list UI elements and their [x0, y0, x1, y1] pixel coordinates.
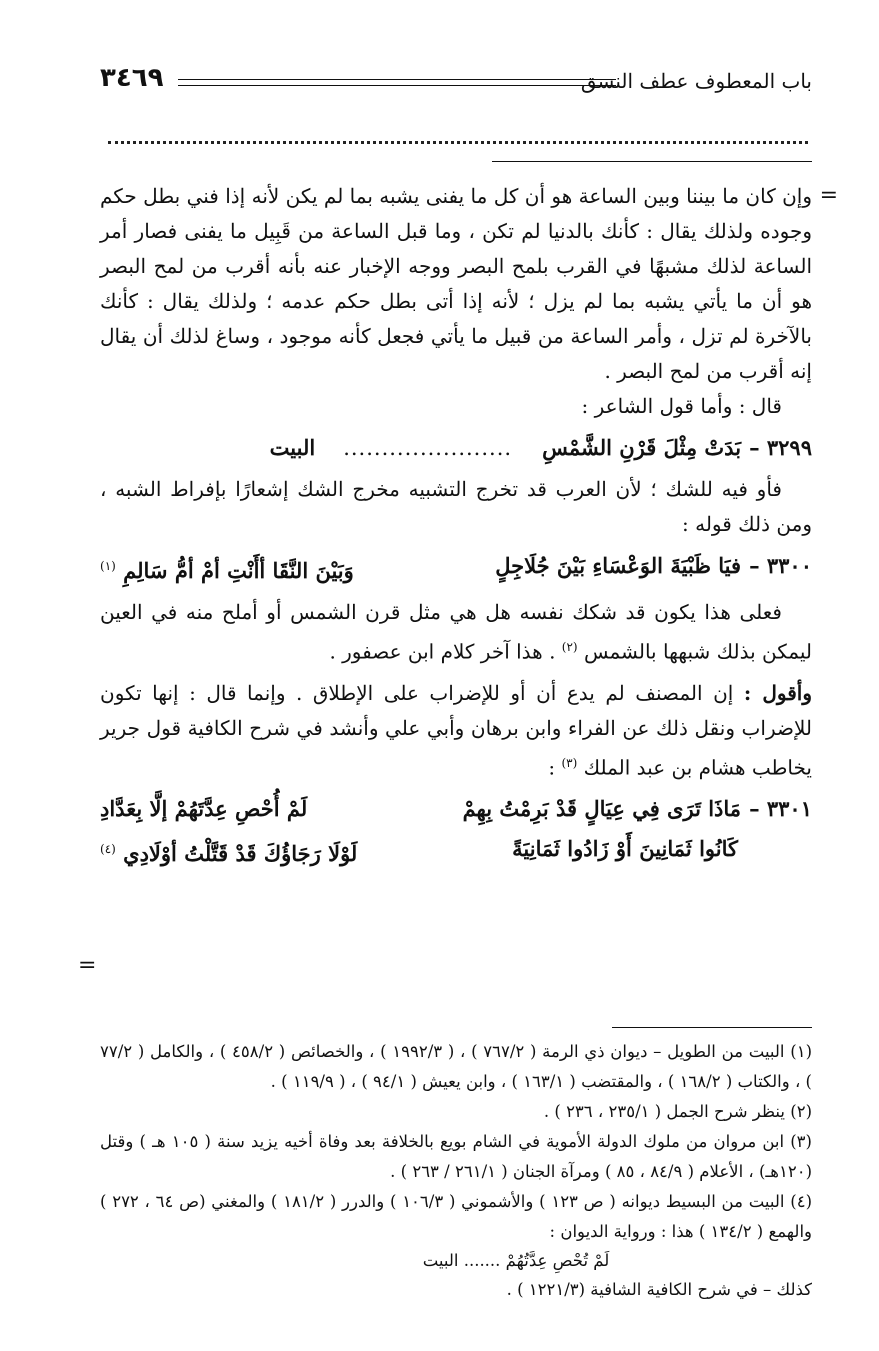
footnotes — [100, 1037, 812, 1305]
paragraph-text: فعلى هذا يكون قد شكك نفسه هل هي مثل قرن الشمس أو أملح منه في العين ليمكن بذلك شبهها بالشمس — [100, 600, 812, 664]
paragraph-text: إن المصنف لم يدع أن أو للإضراب على الإطلاق . وإنما قال : إنها تكون للإضراب ونقل ذلك عن الفراء وابن برهان وأبي علي وأنشد في شرح الكافية قول جرير يخاطب هشام بن عبد الملك — [100, 680, 812, 780]
footnote-separator — [612, 1027, 812, 1028]
footnote-ref: (٢) — [561, 640, 578, 654]
continuation-rule — [492, 161, 812, 162]
verse-text: بَدَتْ مِثْلَ قَرْنِ الشَّمْسِ — [542, 435, 742, 460]
paragraph-text: . هذا آخر كلام ابن عصفور . — [329, 639, 562, 664]
header-double-rule — [178, 85, 616, 86]
verse-first-hemistich: كَانُوا ثَمَانِينَ أَوْ زَادُوا ثَمَانِيَةً — [512, 836, 738, 862]
footnote-1: (١) البيت من الطويل – ديوان ذي الرمة ( ٧٦٧/٢ ) ، ( ١٩٩٢/٣ ) ، والخصائص ( ٤٥٨/٢ ) ، والكامل ( ٧٧/٢ ) ، والكتاب ( ١٦٨/٢ ) ، والمقتضب ( ١٦٣/١ ) ، وابن يعيش ( ٩٤/١ ) ، ( ١١٩/٩ ) . — [100, 1042, 812, 1091]
paragraph — [100, 595, 812, 670]
running-title: باب المعطوف عطف النسق — [580, 69, 812, 93]
verse-first-hemistich: فيَا ظَبْيَةَ الوَعْسَاءِ بَيْنَ جُلَاجِلٍ — [495, 553, 742, 578]
verse-3300 — [100, 546, 812, 591]
verse-number: ٣٣٠٠ – — [749, 553, 812, 578]
footnote-4-end: كذلك – في شرح الكافية الشافية (١٢٢١/٣ ) . — [506, 1280, 812, 1299]
verse-first-hemistich: مَاذَا تَرَى فِي عِيَالٍ قَدْ بَرِمْتُ بِهِمْ — [462, 796, 742, 822]
paragraph: فأو فيه للشك ؛ لأن العرب قد تخرج التشبيه مخرج الشك إشعارًا بإفراط الشبه ، ومن ذلك قوله : — [100, 477, 812, 536]
footnote-ref: (٤) — [100, 842, 116, 857]
page-number: ٣٤٦٩ — [100, 63, 164, 93]
verse-number: ٣٢٩٩ – — [749, 435, 812, 460]
verse-second-hemistich: لَمْ أُحْصِ عِدَّتَهُمْ إلَّا بِعَدَّادِ — [100, 796, 308, 822]
footnote-3: (٣) ابن مروان من ملوك الدولة الأموية في الشام بويع بالخلافة بعد وفاة أخيه يزيد سنة ( ١٠٥ هـ ) وقتل (١٢٠هـ) ، الأعلام ( ٨٤/٩ ، ٨٥ ) ومرآة الجنان ( ٢٦١/١ / ٢٦٣ ) . — [100, 1132, 812, 1181]
verse-3301-line-2 — [100, 829, 812, 874]
verse-second-hemistich-text: لَوْلَا رَجَاؤُكَ قَدْ قَتَّلْتُ أوْلَادِي — [123, 841, 358, 867]
verse-ellipsis: ...................... — [343, 436, 513, 460]
footnote-ref: (٣) — [561, 755, 578, 770]
verse-second-hemistich — [100, 546, 354, 591]
book-page — [78, 55, 838, 1315]
verse-3301-line-1 — [100, 789, 812, 829]
page-header — [100, 63, 812, 103]
header-double-rule — [178, 79, 616, 80]
continuation-mark-end: = — [78, 953, 97, 978]
verse-3299 — [100, 428, 812, 468]
verse-second-hemistich-text: وَبَيْنَ النَّقَا أأَنْتِ أمْ أمُّ سَالِمِ — [123, 558, 354, 583]
footnote-ref: (١) — [100, 559, 116, 573]
paragraph-keyword: وأقول : — [743, 680, 812, 705]
continuation-dotted-line — [108, 141, 808, 144]
continuation-mark-start: = — [819, 183, 838, 208]
footnote-4: (٤) البيت من البسيط ديوانه ( ص ١٢٣ ) والأشموني ( ١٠٦/٣ ) والدرر ( ١٨١/٢ ) والمغني (ص ٦٤ ، ٢٧٢ ) والهمع ( ١٣٤/٢ ) هذا : ورواية الديوان : — [100, 1192, 812, 1241]
paragraph — [100, 676, 812, 786]
main-text — [100, 179, 812, 874]
verse-end-label: البيت — [269, 435, 316, 460]
verse-number: ٣٣٠١ – — [749, 796, 812, 822]
footnote-2: (٢) ينظر شرح الجمل ( ٢٣٥/١ ، ٢٣٦ ) . — [543, 1102, 812, 1121]
paragraph-text: : — [548, 755, 562, 780]
verse-second-hemistich — [100, 829, 357, 874]
paragraph: وإن كان ما بيننا وبين الساعة هو أن كل ما يفنى يشبه بما لم يكن لأنه إذا فني بطل حكم وجوده ولذلك يقال : كأنك بالدنيا لم تكن ، وما قبل الساعة من قَبِيل ما يفنى فصار أمر الساعة لذلك مشبهًا في القرب بلمح البصر ووجه الإخبار عنه بأنه أقرب من لمح البصر هو أن ما يأتي يشبه بما لم يزل ؛ لأنه إذا أتى بطل حكم عدمه ؛ ولذلك يقال : كأنك بالآخرة لم تزل ، وأمر الساعة من قبيل ما يأتي فجعل كأنه موجود ، وساغ لذلك أن يقال إنه أقرب من لمح البصر . — [100, 184, 812, 383]
footnote-4-quote: لَمْ تُحْصِ عِدَّتُهُمْ ....... البيت — [422, 1251, 610, 1270]
paragraph: قال : وأما قول الشاعر : — [581, 394, 782, 418]
